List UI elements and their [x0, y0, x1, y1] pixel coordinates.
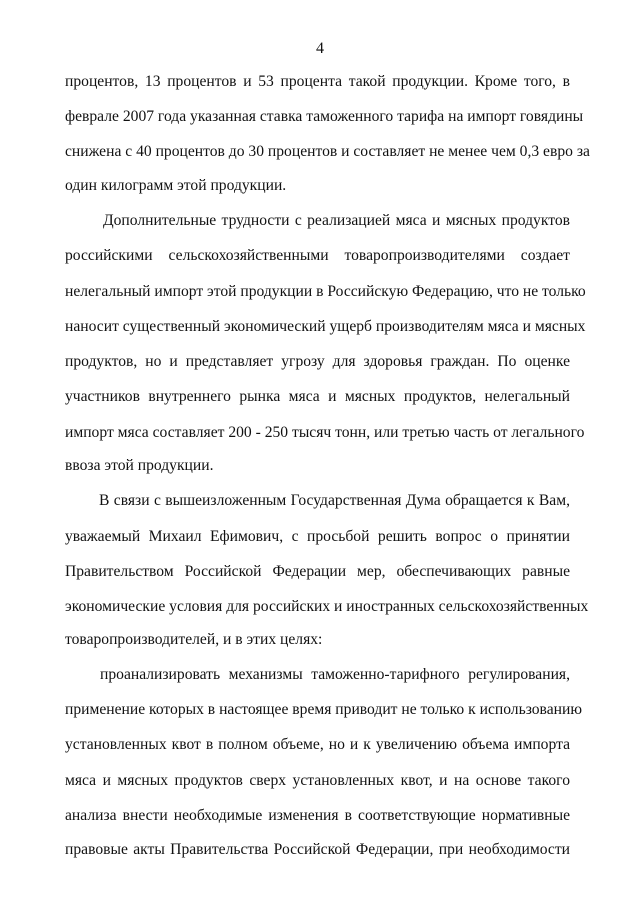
- text-line: Дополнительные трудности с реализацией мяса и мясных продуктов: [103, 212, 570, 229]
- text-line: мяса и мясных продуктов сверх установленных квот, и на основе такого: [65, 772, 570, 789]
- text-line: участников внутреннего рынка мяса и мясных продуктов, нелегальный: [65, 388, 570, 405]
- text-line: анализа внести необходимые изменения в соответствующие нормативные: [65, 807, 570, 824]
- text-line: феврале 2007 года указанная ставка таможенного тарифа на импорт говядины: [65, 108, 584, 125]
- text-line: Правительством Российской Федерации мер, обеспечивающих равные: [65, 563, 570, 580]
- text-line: установленных квот в полном объеме, но и к увеличению объема импорта: [65, 736, 570, 753]
- text-line: проанализировать механизмы таможенно-тарифного регулирования,: [100, 666, 570, 683]
- text-line: уважаемый Михаил Ефимович, с просьбой решить вопрос о принятии: [65, 528, 570, 545]
- text-line: ввоза этой продукции.: [65, 457, 214, 474]
- text-line: экономические условия для российских и иностранных сельскохозяйственных: [65, 598, 589, 615]
- text-line: процентов, 13 процентов и 53 процента такой продукции. Кроме того, в: [65, 73, 570, 90]
- page-number: 4: [316, 40, 324, 57]
- text-line: наносит существенный экономический ущерб производителям мяса и мясных: [65, 318, 586, 335]
- text-line: снижена с 40 процентов до 30 процентов и составляет не менее чем 0,3 евро за: [65, 143, 590, 160]
- text-line: товаропроизводителей, и в этих целях:: [65, 631, 323, 648]
- text-line: правовые акты Правительства Российской Федерации, при необходимости: [65, 841, 570, 858]
- text-line: нелегальный импорт этой продукции в Российскую Федерацию, что не только: [65, 283, 586, 300]
- text-line: один килограмм этой продукции.: [65, 177, 287, 194]
- text-line: В связи с вышеизложенным Государственная Дума обращается к Вам,: [99, 492, 570, 509]
- text-line: применение которых в настоящее время приводит не только к использованию: [65, 701, 582, 718]
- text-line: импорт мяса составляет 200 - 250 тысяч тонн, или третью часть от легального: [65, 424, 585, 441]
- text-line: российскими сельскохозяйственными товаропроизводителями создает: [65, 247, 570, 264]
- text-line: продуктов, но и представляет угрозу для здоровья граждан. По оценке: [65, 353, 570, 370]
